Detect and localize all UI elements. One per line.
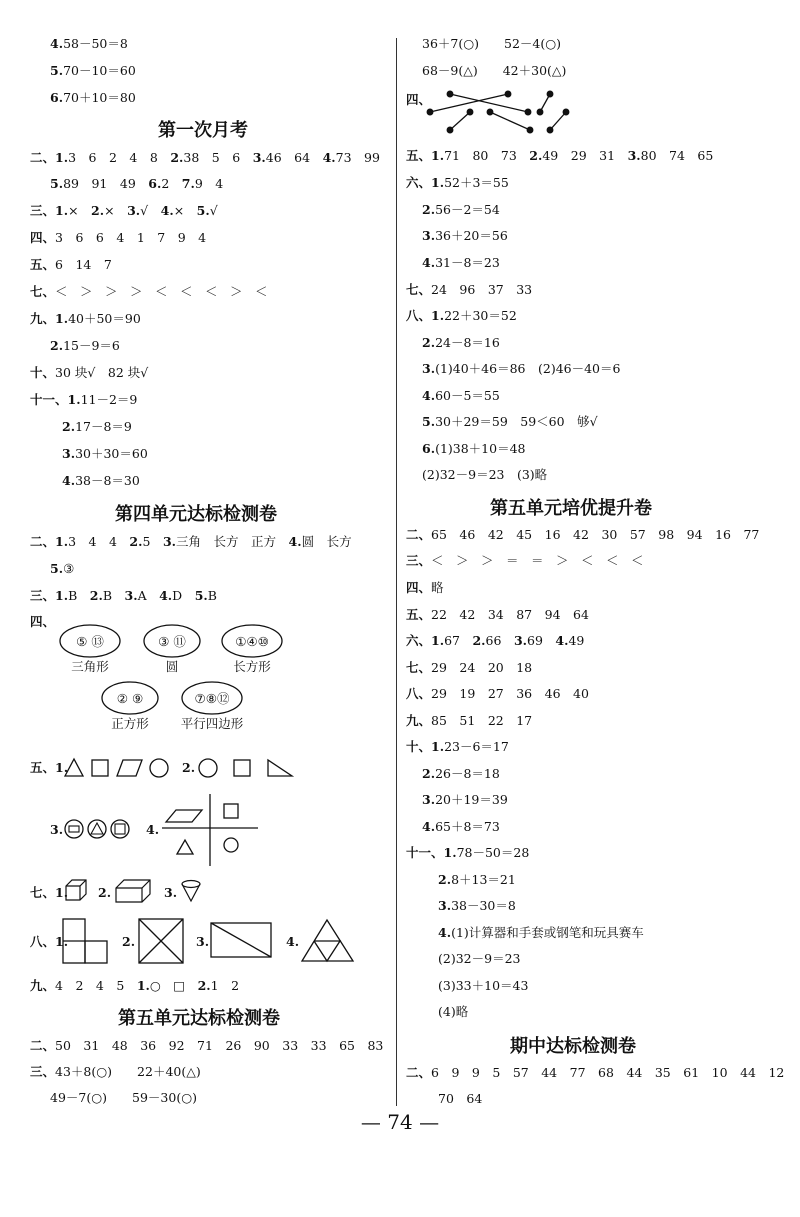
dot <box>563 109 569 115</box>
answer-line: 七、1. <box>30 885 69 900</box>
answer-line: 3. <box>196 934 210 949</box>
square-grid-figure <box>62 918 112 964</box>
answer-line: 4.38－8＝30 <box>62 473 140 488</box>
dot <box>447 127 453 133</box>
answer-line: 4. <box>286 934 300 949</box>
group-label: 平行四边形 <box>180 716 244 731</box>
dot <box>547 91 553 97</box>
answer-line: 三、＜ ＞ ＞ ＝ ＝ ＞ ＜ ＜ ＜ <box>406 553 644 568</box>
answer-line: 5.89 91 49 6.2 7.9 4 <box>50 176 224 191</box>
answer-line: 2. <box>122 934 136 949</box>
square-icon <box>92 760 108 776</box>
answer-line: 2. <box>182 760 196 775</box>
answer-line: 九、4 2 4 5 1.○ □ 2.1 2 <box>30 978 240 993</box>
shapes-answer-1 <box>62 754 172 780</box>
shapes-answer-3 <box>64 816 134 842</box>
answer-line: 3.30＋30＝60 <box>62 446 148 461</box>
answer-line: 4.31－8＝23 <box>422 255 500 270</box>
answer-line: 四、3 6 6 4 1 7 9 4 <box>30 230 207 245</box>
answer-line: 4.(1)计算器和手套或钢笔和玩具赛车 <box>438 925 644 940</box>
connect-line <box>490 112 530 130</box>
answer-line: 2.24－8＝16 <box>422 335 500 350</box>
answer-line: 九、85 51 22 17 <box>406 713 533 728</box>
answer-line: 十一、1.78－50＝28 <box>406 845 530 860</box>
circle-icon <box>150 759 168 777</box>
answer-line: 二、6 9 9 5 57 44 77 68 44 35 61 10 44 12 <box>406 1065 785 1080</box>
square-icon <box>224 804 238 818</box>
answer-line: 二、50 31 48 36 92 71 26 90 33 33 65 83 <box>30 1038 384 1053</box>
circle-icon <box>224 838 238 852</box>
answer-line: 四、 <box>406 92 432 107</box>
triangle-icon <box>91 823 103 834</box>
answer-line: 三、1.× 2.× 3.√ 4.× 5.√ <box>30 203 218 218</box>
matching-lines-figure <box>426 88 576 134</box>
answer-line: (2)32－9＝23 <box>438 951 521 966</box>
group-numbers: ② ⑨ <box>116 691 144 706</box>
answer-line: 3.(1)40＋46＝86 (2)46－40＝6 <box>422 361 621 376</box>
answer-line: 四、 <box>30 614 56 629</box>
answer-line: 3. <box>164 885 178 900</box>
answer-line: 七、24 96 37 33 <box>406 282 533 297</box>
answer-line: 八、1. <box>30 934 69 949</box>
parallelogram-icon <box>117 760 142 776</box>
group-parallelogram <box>181 682 244 731</box>
answer-line: 五、1. <box>30 760 69 775</box>
answer-line: (4)略 <box>438 1004 469 1019</box>
circle-icon <box>65 820 83 838</box>
answer-line: 十、30 块√ 82 块√ <box>30 365 149 380</box>
triangle-icon <box>177 840 193 854</box>
answer-line: 六、1.67 2.66 3.69 4.49 <box>406 633 585 648</box>
group-rectangle <box>222 625 282 674</box>
answer-line: 十一、1.11－2＝9 <box>30 392 138 407</box>
answer-line: 七、29 24 20 18 <box>406 660 533 675</box>
column-divider <box>396 38 397 1106</box>
answer-line: 4. <box>146 822 160 837</box>
group-label: 正方形 <box>111 716 149 731</box>
answer-line: 2.56－2＝54 <box>422 202 500 217</box>
triangle-icon <box>65 759 83 776</box>
quadrant-shapes-figure <box>160 792 260 868</box>
answer-line: 3.20＋19＝39 <box>422 792 508 807</box>
answer-line: 三、1.B 2.B 3.A 4.D 5.B <box>30 588 217 603</box>
answer-line: 二、1.3 4 4 2.5 3.三角 长方 正方 4.圆 长方 <box>30 534 352 549</box>
crossed-square-figure <box>138 918 184 964</box>
shape-groups-figure <box>50 615 350 740</box>
answer-line: 70 64 <box>438 1091 483 1106</box>
answer-line: 2.26－8＝18 <box>422 766 500 781</box>
answer-line: 二、1.3 6 2 4 8 2.38 5 6 3.46 64 4.73 99 <box>30 150 380 165</box>
answer-line: 68－9(△) 42＋30(△) <box>422 63 567 78</box>
dot <box>427 109 433 115</box>
cube-icon <box>64 878 90 904</box>
parallelogram-icon <box>166 810 202 822</box>
dot <box>467 109 473 115</box>
group-numbers: ①④⑩ <box>235 634 269 649</box>
answer-line: (3)33＋10＝43 <box>438 978 529 993</box>
group-circle <box>144 625 200 674</box>
dot <box>547 127 553 133</box>
group-numbers: ③ ⑪ <box>158 634 186 649</box>
answer-line: 3.36＋20＝56 <box>422 228 508 243</box>
answer-line: 6.70＋10＝80 <box>50 90 136 105</box>
answer-line: 三、43＋8(○) 22＋40(△) <box>30 1064 201 1079</box>
answer-line: 36＋7(○) 52－4(○) <box>422 36 562 51</box>
group-label: 三角形 <box>71 659 109 674</box>
answer-line: 六、1.52＋3＝55 <box>406 175 509 190</box>
answer-line: 五、6 14 7 <box>30 257 112 272</box>
answer-line: (2)32－9＝23 (3)略 <box>422 467 548 482</box>
dot <box>525 109 531 115</box>
group-square <box>102 682 158 731</box>
group-label: 圆 <box>165 659 179 674</box>
answer-line: 二、65 46 42 45 16 42 30 57 98 94 16 77 <box>406 527 760 542</box>
section-title: 第四单元达标检测卷 <box>115 504 277 525</box>
diagonal-rectangle-figure <box>210 922 274 960</box>
dot <box>537 109 543 115</box>
answer-line: 5.70－10＝60 <box>50 63 136 78</box>
answer-line: 七、＜ ＞ ＞ ＞ ＜ ＜ ＜ ＞ ＜ <box>30 284 268 299</box>
answer-line: 五、22 42 34 87 94 64 <box>406 607 589 622</box>
answer-line: 2. <box>98 885 112 900</box>
group-numbers: ⑤ ⑬ <box>76 634 104 649</box>
answer-line: 2.17－8＝9 <box>62 419 132 434</box>
answer-line: 八、1.22＋30＝52 <box>406 308 517 323</box>
page-number: — 74 — <box>360 1110 440 1134</box>
section-title: 第一次月考 <box>158 120 248 141</box>
answer-line: 4.65＋8＝73 <box>422 819 500 834</box>
rectangle-icon <box>69 826 79 832</box>
answer-line: 6.(1)38＋10＝48 <box>422 441 526 456</box>
connect-line <box>550 112 566 130</box>
answer-line: 十、1.23－6＝17 <box>406 739 509 754</box>
dot <box>505 91 511 97</box>
answer-line: 3.38－30＝8 <box>438 898 516 913</box>
answer-line: 九、1.40＋50＝90 <box>30 311 141 326</box>
answer-line: 49－7(○) 59－30(○) <box>50 1090 197 1105</box>
square-icon <box>234 760 250 776</box>
group-numbers: ⑦⑧⑫ <box>194 691 230 706</box>
answer-line: 2.8＋13＝21 <box>438 872 516 887</box>
answer-line: 2.15－9＝6 <box>50 338 120 353</box>
dot <box>447 91 453 97</box>
answer-line: 八、29 19 27 36 46 40 <box>406 686 589 701</box>
section-title: 第五单元培优提升卷 <box>490 498 652 519</box>
triangle-division-figure <box>300 918 356 964</box>
square-icon <box>115 824 125 834</box>
answer-line: 五、1.71 80 73 2.49 29 31 3.80 74 65 <box>406 148 714 163</box>
circle-icon <box>199 759 217 777</box>
answer-line: 四、略 <box>406 580 444 595</box>
answer-line: 3. <box>50 822 64 837</box>
right-triangle-icon <box>268 760 292 776</box>
answer-line: 5.30＋29＝59 59＜60 够√ <box>422 414 598 429</box>
answer-line: 5.③ <box>50 561 75 576</box>
section-title: 第五单元达标检测卷 <box>118 1008 280 1029</box>
section-title: 期中达标检测卷 <box>510 1036 636 1057</box>
circle-icon <box>111 820 129 838</box>
shapes-answer-2 <box>196 754 306 780</box>
answer-line: 4.58－50＝8 <box>50 36 128 51</box>
dot <box>527 127 533 133</box>
group-label: 长方形 <box>233 659 271 674</box>
group-triangle <box>60 625 120 674</box>
dot <box>487 109 493 115</box>
cuboid-icon <box>114 878 154 904</box>
connect-line <box>450 112 470 130</box>
cone-icon <box>180 878 204 904</box>
answer-line: 4.60－5＝55 <box>422 388 500 403</box>
